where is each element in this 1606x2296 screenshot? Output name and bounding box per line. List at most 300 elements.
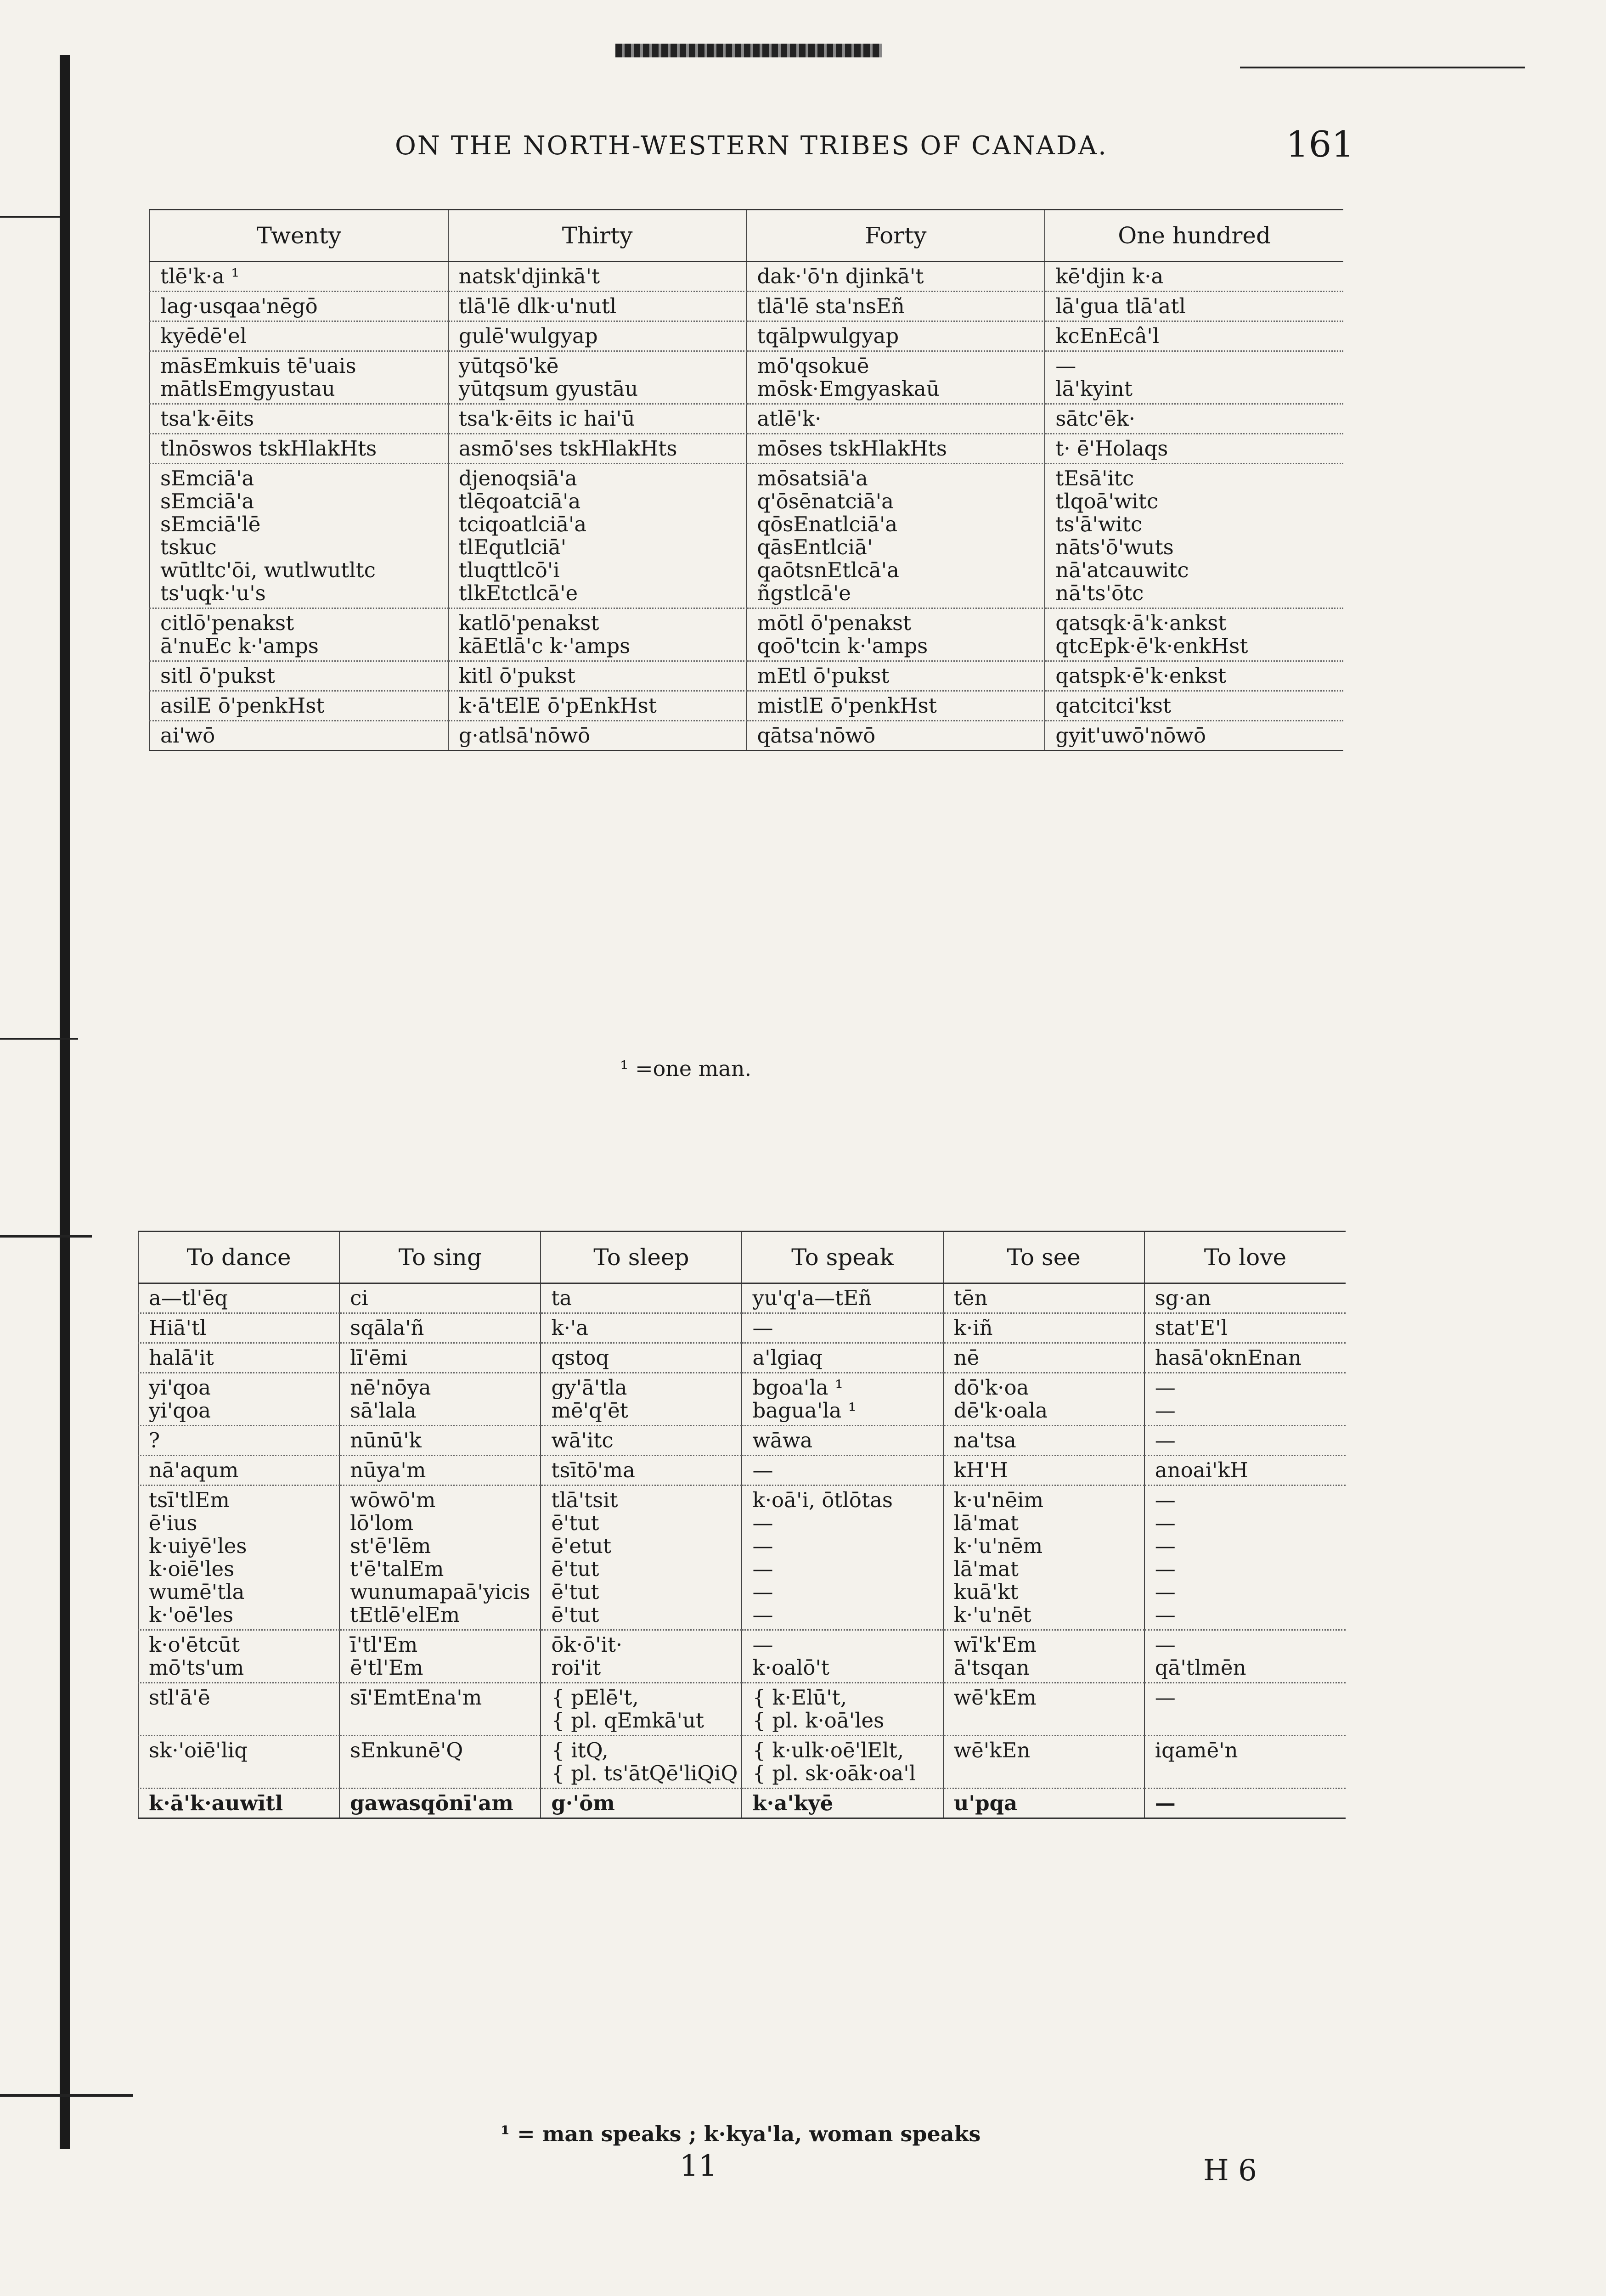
cell-line: k·a'kyē [752, 1791, 834, 1815]
cell-line: k·'oē'les [149, 1603, 234, 1627]
cell-line: nā'atcauwitc [1055, 558, 1189, 582]
table-cell [747, 691, 1045, 721]
table-row [138, 1373, 1346, 1426]
cell-line: k·uiyē'les [149, 1534, 247, 1558]
table-cell [138, 1456, 339, 1486]
table-cell [1045, 464, 1343, 608]
table-cell [339, 1486, 541, 1630]
table-cell [742, 1456, 943, 1486]
table-cell [943, 1426, 1144, 1456]
cell-line: qōsEnatlciā'a [757, 512, 898, 536]
table-cell [541, 1683, 742, 1736]
cell-line: u'pqa [953, 1791, 1018, 1815]
table-row [138, 1683, 1346, 1736]
table-cell [1144, 1426, 1346, 1456]
table-cell [943, 1789, 1144, 1818]
cell-line: k·o'ētcūt [149, 1632, 240, 1657]
table-cell [1045, 321, 1343, 351]
scan-edge-mark [1240, 67, 1525, 68]
table-cell [138, 1343, 339, 1373]
table-cell [448, 721, 747, 751]
cell-line: { pl. k·oā'les [752, 1708, 885, 1733]
table-cell [1144, 1683, 1346, 1736]
cell-line: citlō'penakst [160, 611, 294, 635]
cell-line: gy'ā'tla [551, 1375, 627, 1400]
cell-line: k·'a [551, 1316, 589, 1340]
cell-line: sā'lala [350, 1398, 417, 1423]
table-cell [747, 661, 1045, 691]
table-cell [943, 1683, 1144, 1736]
cell-line: wunumapaā'yicis [350, 1580, 530, 1604]
cell-line: tlā'lē dlk·u'nutl [458, 294, 617, 318]
table-cell [541, 1486, 742, 1630]
cell-line: mōsatsiā'a [757, 466, 868, 490]
table-cell [339, 1313, 541, 1343]
table-cell [747, 464, 1045, 608]
cell-line: tēn [953, 1286, 988, 1310]
cell-line: — [1155, 1375, 1176, 1400]
cell-line: roi'it [551, 1655, 601, 1680]
table-cell [1045, 661, 1343, 691]
cell-line: kcEnEcâ'l [1055, 324, 1160, 348]
table-cell [541, 1283, 742, 1313]
cell-line: tluqttlcō'i [458, 558, 560, 582]
cell-line: kH'H [953, 1458, 1008, 1482]
cell-line: gawasqōnī'am [350, 1791, 513, 1815]
table-cell [742, 1683, 943, 1736]
cell-line: tsa'k·ēits [160, 406, 254, 431]
cell-line: kitl ō'pukst [458, 664, 575, 688]
table-cell [150, 351, 448, 404]
cell-line: ōk·ō'it· [551, 1632, 623, 1657]
table-cell [541, 1343, 742, 1373]
table-cell [138, 1630, 339, 1683]
cell-line: — [1055, 354, 1076, 378]
table-cell [448, 608, 747, 661]
cell-line: sī'EmtEna'm [350, 1685, 482, 1710]
cell-line: k·ā'k·auwītl [149, 1791, 283, 1815]
table-cell [339, 1630, 541, 1683]
cell-line: qoō'tcin k·'amps [757, 634, 928, 658]
cell-line: wūtltc'ōi, wutlwutltc [160, 558, 376, 582]
cell-line: — [1155, 1603, 1176, 1627]
table-cell [150, 721, 448, 751]
cell-line: lā'gua tlā'atl [1055, 294, 1186, 318]
table-cell [747, 434, 1045, 464]
cell-line: sātc'ēk· [1055, 406, 1136, 431]
cell-line: kuā'kt [953, 1580, 1019, 1604]
table-cell [742, 1630, 943, 1683]
cell-line: { itQ, [551, 1738, 609, 1762]
cell-line: qstoq [551, 1345, 609, 1370]
cell-line: qaōtsnEtlcā'a [757, 558, 899, 582]
cell-line: k·ā'tElE ō'pEnkHst [458, 693, 657, 718]
cell-line: mōses tskHlakHts [757, 436, 947, 461]
cell-line: mōsk·Emgyaskaū [757, 377, 940, 401]
cell-line: tEtlē'elEm [350, 1603, 460, 1627]
cell-line: tlā'tsit [551, 1488, 618, 1512]
cell-line: tlqoā'witc [1055, 489, 1159, 513]
table-cell [150, 691, 448, 721]
cell-line: — [1155, 1580, 1176, 1604]
cell-line: ē'tut [551, 1511, 599, 1535]
running-header: ON THE NORTH-WESTERN TRIBES OF CANADA. [395, 131, 1108, 161]
cell-line: dē'k·oala [953, 1398, 1048, 1423]
column-header: To dance [138, 1232, 339, 1283]
cell-line: — [752, 1511, 773, 1535]
cell-line: halā'it [149, 1345, 214, 1370]
cell-line: — [1155, 1398, 1176, 1423]
table-row [150, 292, 1343, 321]
cell-line: lā'kyint [1055, 377, 1133, 401]
table-cell [448, 464, 747, 608]
table-cell [742, 1736, 943, 1789]
cell-line: sEmciā'a [160, 466, 254, 490]
table-cell [1045, 434, 1343, 464]
cell-line: nā'aqum [149, 1458, 239, 1482]
table-cell [747, 262, 1045, 292]
table-cell [150, 608, 448, 661]
cell-line: { pl. ts'ātQē'liQiQ [551, 1761, 738, 1785]
cell-line: hasā'oknEnan [1155, 1345, 1302, 1370]
cell-line: qatcitci'kst [1055, 693, 1172, 718]
cell-line: yi'qoa [149, 1398, 211, 1423]
table-row [150, 262, 1343, 292]
cell-line: sEmciā'a [160, 489, 254, 513]
cell-line: — [752, 1557, 773, 1581]
table-row [138, 1313, 1346, 1343]
table-row [150, 721, 1343, 751]
binding-edge [60, 55, 70, 2149]
table-cell [339, 1373, 541, 1426]
table-cell [742, 1426, 943, 1456]
cell-line: — [752, 1458, 773, 1482]
cell-line: nūnū'k [350, 1428, 422, 1452]
cell-line: dō'k·oa [953, 1375, 1029, 1400]
table-cell [1144, 1789, 1346, 1818]
table-cell [1144, 1630, 1346, 1683]
table-cell [339, 1789, 541, 1818]
cell-line: — [1155, 1632, 1176, 1657]
table-cell [1144, 1283, 1346, 1313]
cell-line: dak·'ō'n djinkā't [757, 264, 924, 288]
cell-line: tlEqutlciā' [458, 535, 567, 559]
table-cell [150, 262, 448, 292]
table-cell [138, 1313, 339, 1343]
cell-line: gulē'wulgyap [458, 324, 598, 348]
cell-line: k·'u'nēt [953, 1603, 1031, 1627]
table-cell [747, 292, 1045, 321]
cell-line: q'ōsēnatciā'a [757, 489, 894, 513]
table-cell [742, 1486, 943, 1630]
table-cell [150, 464, 448, 608]
table-cell [150, 434, 448, 464]
cell-line: g·'ōm [551, 1791, 615, 1815]
cell-line: — [752, 1632, 773, 1657]
cell-line: ta [551, 1286, 572, 1310]
cell-line: nūya'm [350, 1458, 426, 1482]
table-cell [1045, 292, 1343, 321]
cell-line: ā'nuEc k·'amps [160, 634, 319, 658]
table-row [150, 434, 1343, 464]
cell-line: lag·usqaa'nēgō [160, 294, 318, 318]
table-cell [1144, 1486, 1346, 1630]
table-row [150, 608, 1343, 661]
table-cell [339, 1456, 541, 1486]
cell-line: mistlE ō'penkHst [757, 693, 937, 718]
table-cell [448, 434, 747, 464]
column-header: One hundred [1045, 210, 1343, 262]
cell-line: Hiā'tl [149, 1316, 207, 1340]
table-cell [747, 321, 1045, 351]
cell-line: — [1155, 1685, 1176, 1710]
cell-line: a'lgiaq [752, 1345, 823, 1370]
cell-line: — [1155, 1534, 1176, 1558]
table-cell [138, 1683, 339, 1736]
scan-edge-mark [0, 1038, 78, 1040]
cell-line: yūtqsum gyustāu [458, 377, 638, 401]
numerals-table [149, 209, 1343, 751]
table-row [138, 1486, 1346, 1630]
cell-line: — [752, 1603, 773, 1627]
table-row [150, 661, 1343, 691]
cell-line: lī'ēmi [350, 1345, 408, 1370]
table-cell [943, 1456, 1144, 1486]
cell-line: a—tl'ēq [149, 1286, 228, 1310]
table-row [150, 321, 1343, 351]
cell-line: ā'tsqan [953, 1655, 1030, 1680]
cell-line: tqālpwulgyap [757, 324, 899, 348]
cell-line: tlnōswos tskHlakHts [160, 436, 377, 461]
cell-line: ī'tl'Em [350, 1632, 418, 1657]
cell-line: mō'ts'um [149, 1655, 244, 1680]
table-row [138, 1630, 1346, 1683]
cell-line: mEtl ō'pukst [757, 664, 890, 688]
cell-line: yūtqsō'kē [458, 354, 559, 378]
table-cell [1144, 1736, 1346, 1789]
table-row [150, 464, 1343, 608]
cell-line: { pl. sk·oāk·oa'l [752, 1761, 916, 1785]
table-cell [943, 1283, 1144, 1313]
cell-line: ts'uqk·'u's [160, 581, 266, 605]
cell-line: lā'mat [953, 1557, 1019, 1581]
cell-line: st'ē'lēm [350, 1534, 431, 1558]
cell-line: asilE ō'penkHst [160, 693, 325, 718]
table-cell [1045, 262, 1343, 292]
table-cell [339, 1426, 541, 1456]
table-cell [747, 351, 1045, 404]
footnote: ¹ =one man. [620, 1056, 752, 1081]
cell-line: t'ē'talEm [350, 1557, 444, 1581]
cell-line: k·oiē'les [149, 1557, 235, 1581]
table-cell [541, 1426, 742, 1456]
table-cell [150, 321, 448, 351]
cell-line: qātsa'nōwō [757, 723, 876, 748]
cell-line: k·oā'i, ōtlōtas [752, 1488, 893, 1512]
cell-line: k·'u'nēm [953, 1534, 1043, 1558]
table-cell [150, 661, 448, 691]
cell-line: yi'qoa [149, 1375, 211, 1400]
cell-line: kyēdē'el [160, 324, 247, 348]
cell-line: stat'E'l [1155, 1316, 1228, 1340]
table-cell [1045, 721, 1343, 751]
cell-line: lō'lom [350, 1511, 414, 1535]
footnote: ¹ = man speaks ; k·kya'la, woman speaks [501, 2122, 981, 2146]
cell-line: nā'ts'ōtc [1055, 581, 1144, 605]
cell-line: ? [149, 1428, 160, 1452]
cell-line: — [1155, 1488, 1176, 1512]
cell-line: gyit'uwō'nōwō [1055, 723, 1206, 748]
table-cell [1144, 1313, 1346, 1343]
cell-line: k·oalō't [752, 1655, 829, 1680]
cell-line: ñgstlcā'e [757, 581, 851, 605]
cell-line: mō'qsokuē [757, 354, 869, 378]
table-cell [742, 1283, 943, 1313]
cell-line: bagua'la ¹ [752, 1398, 857, 1423]
cell-line: kē'djin k·a [1055, 264, 1164, 288]
cell-line: anoai'kH [1155, 1458, 1248, 1482]
cell-line: ē'tut [551, 1557, 599, 1581]
signature-mark: 11 [680, 2149, 717, 2183]
table-row [138, 1789, 1346, 1818]
table-cell [339, 1736, 541, 1789]
cell-line: yu'q'a—tEñ [752, 1286, 872, 1310]
table-cell [448, 292, 747, 321]
table-row [150, 404, 1343, 434]
cell-line: t· ē'Holaqs [1055, 436, 1168, 461]
table-cell [150, 404, 448, 434]
column-header: To speak [742, 1232, 943, 1283]
table-cell [1144, 1456, 1346, 1486]
table-cell [747, 404, 1045, 434]
cell-line: tlkEtctlcā'e [458, 581, 578, 605]
table-cell [138, 1283, 339, 1313]
cell-line: qatspk·ē'k·enkst [1055, 664, 1227, 688]
table-cell [339, 1683, 541, 1736]
cell-line: ci [350, 1286, 368, 1310]
cell-line: atlē'k· [757, 406, 822, 431]
cell-line: nē'nōya [350, 1375, 431, 1400]
cell-line: qā'tlmēn [1155, 1655, 1246, 1680]
cell-line: katlō'penakst [458, 611, 599, 635]
page-number: 161 [1286, 124, 1354, 165]
cell-line: wē'kEm [953, 1685, 1037, 1710]
cell-line: bgoa'la ¹ [752, 1375, 843, 1400]
scan-edge-mark [0, 2094, 133, 2097]
cell-line: māsEmkuis tē'uais [160, 354, 356, 378]
table-cell [943, 1343, 1144, 1373]
cell-line: tlā'lē sta'nsEñ [757, 294, 905, 318]
cell-line: djenoqsiā'a [458, 466, 577, 490]
cell-line: sitl ō'pukst [160, 664, 275, 688]
table-row [150, 691, 1343, 721]
cell-line: wā'itc [551, 1428, 614, 1452]
verbs-table [138, 1231, 1346, 1819]
table-cell [1045, 351, 1343, 404]
column-header: Forty [747, 210, 1045, 262]
table-cell [541, 1630, 742, 1683]
scan-edge-mark [0, 1235, 92, 1238]
cell-line: wē'kEn [953, 1738, 1031, 1762]
cell-line: — [1155, 1791, 1176, 1815]
cell-line: stl'ā'ē [149, 1685, 210, 1710]
cell-line: iqamē'n [1155, 1738, 1238, 1762]
column-header: To love [1144, 1232, 1346, 1283]
table-row [150, 351, 1343, 404]
cell-line: wāwa [752, 1428, 813, 1452]
cell-line: tsa'k·ēits ic hai'ū [458, 406, 635, 431]
cell-line: mātlsEmgyustau [160, 377, 335, 401]
column-header: To sing [339, 1232, 541, 1283]
cell-line: mē'q'ēt [551, 1398, 628, 1423]
cell-line: ai'wō [160, 723, 215, 748]
table-cell [1045, 608, 1343, 661]
table-cell [943, 1630, 1144, 1683]
cell-line: tskuc [160, 535, 217, 559]
table-cell [742, 1789, 943, 1818]
table-row [138, 1736, 1346, 1789]
table-cell [448, 262, 747, 292]
cell-line: k·u'nēim [953, 1488, 1044, 1512]
table-cell [448, 691, 747, 721]
cell-line: na'tsa [953, 1428, 1016, 1452]
cell-line: tlēqoatciā'a [458, 489, 581, 513]
table-cell [943, 1373, 1144, 1426]
column-header: To see [943, 1232, 1144, 1283]
cell-line: { pElē't, [551, 1685, 639, 1710]
cell-line: mōtl ō'penakst [757, 611, 912, 635]
table-cell [138, 1789, 339, 1818]
cell-line: ē'tut [551, 1603, 599, 1627]
table-cell [138, 1373, 339, 1426]
table-cell [742, 1343, 943, 1373]
cell-line: tsītō'ma [551, 1458, 635, 1482]
scan-edge-mark [0, 216, 60, 218]
cell-line: k·iñ [953, 1316, 993, 1340]
table-cell [448, 321, 747, 351]
table-cell [1144, 1343, 1346, 1373]
table-cell [541, 1456, 742, 1486]
signature-mark: H 6 [1203, 2154, 1257, 2188]
table-cell [339, 1283, 541, 1313]
cell-line: tlē'k·a ¹ [160, 264, 240, 288]
cell-line: nāts'ō'wuts [1055, 535, 1174, 559]
table-cell [339, 1343, 541, 1373]
cell-line: ē'etut [551, 1534, 612, 1558]
cell-line: ē'tl'Em [350, 1655, 423, 1680]
table-cell [943, 1736, 1144, 1789]
cell-line: qatsqk·ā'k·ankst [1055, 611, 1227, 635]
table-cell [742, 1313, 943, 1343]
cell-line: sEnkunē'Q [350, 1738, 463, 1762]
cell-line: wumē'tla [149, 1580, 245, 1604]
column-header: Twenty [150, 210, 448, 262]
table-cell [448, 661, 747, 691]
table-cell [541, 1789, 742, 1818]
column-header: Thirty [448, 210, 747, 262]
cell-line: — [1155, 1428, 1176, 1452]
cell-line: { pl. qEmkā'ut [551, 1708, 704, 1733]
cell-line: sEmciā'lē [160, 512, 261, 536]
cell-line: — [752, 1316, 773, 1340]
cell-line: lā'mat [953, 1511, 1019, 1535]
table-cell [747, 721, 1045, 751]
cell-line: sqāla'ñ [350, 1316, 424, 1340]
table-cell [138, 1486, 339, 1630]
cell-line: tEsā'itc [1055, 466, 1134, 490]
table-cell [742, 1373, 943, 1426]
cell-line: { k·ulk·oē'lElt, [752, 1738, 904, 1762]
